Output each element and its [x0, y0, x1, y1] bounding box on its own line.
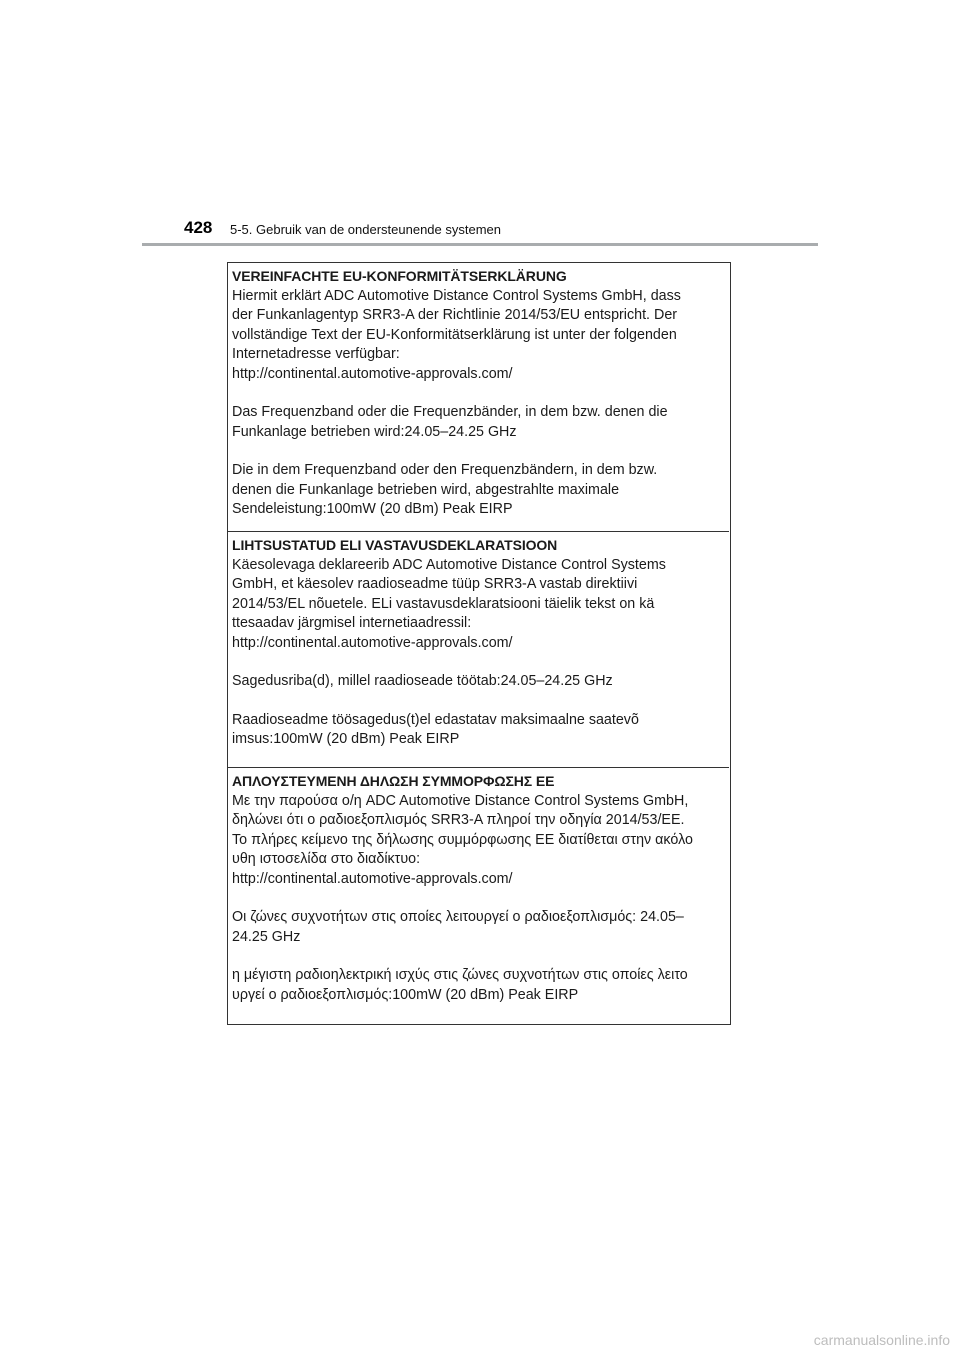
- declaration-paragraph: [232, 556, 725, 654]
- url-text: http://continental.automotive-approvals.com/: [232, 634, 513, 651]
- text-line: Με την παρούσα ο/η ADC Automotive Distance Control Systems GmbH,: [232, 792, 689, 809]
- page-header: [0, 0, 960, 250]
- declaration-heading: VEREINFACHTE EU-KONFORMITÄTSERKLÄRUNG: [232, 268, 567, 284]
- text-line: Internetadresse verfügbar:: [232, 346, 400, 362]
- text-line: δηλώνει ότι ο ραδιοεξοπλισμός SRR3-A πληροί την οδηγία 2014/53/ΕΕ.: [232, 812, 685, 828]
- text-line: Käesolevaga deklareerib ADC Automotive Distance Control Systems: [232, 556, 666, 573]
- text-line: vollständige Text der EU-Konformitätserklärung ist unter der folgenden: [232, 326, 677, 343]
- text-line: υθη ιστοσελίδα στο διαδίκτυο:: [232, 851, 421, 867]
- declaration-block-greek: [228, 767, 729, 1024]
- text-line: 24.25 GHz: [232, 928, 301, 945]
- declaration-paragraph: [232, 711, 725, 750]
- url-text: http://continental.automotive-approvals.com/: [232, 870, 513, 887]
- text-line: Raadioseadme töösagedus(t)el edastatav maksimaalne saatevõ: [232, 711, 639, 728]
- declaration-block-estonian: [228, 531, 729, 769]
- text-line: Das Frequenzband oder die Frequenzbänder, in dem bzw. denen die: [232, 404, 668, 420]
- declaration-frame: [227, 262, 731, 1025]
- declaration-paragraph: [232, 403, 725, 442]
- declaration-paragraph: [232, 966, 725, 1005]
- text-line: Hiermit erklärt ADC Automotive Distance Control Systems GmbH, dass: [232, 287, 681, 304]
- text-line: denen die Funkanlage betrieben wird, abgestrahlte maximale: [232, 481, 620, 498]
- text-line: imsus:100mW (20 dBm) Peak EIRP: [232, 731, 460, 747]
- declaration-paragraph: [232, 287, 725, 385]
- text-line: υργεί ο ραδιοεξοπλισμός:100mW (20 dBm) Peak EIRP: [232, 986, 579, 1003]
- text-line: Die in dem Frequenzband oder den Frequenzbändern, in dem bzw.: [232, 462, 658, 478]
- section-title: 5-5. Gebruik van de ondersteunende systemen: [230, 222, 502, 237]
- text-line: der Funkanlagentyp SRR3-A der Richtlinie 2014/53/EU entspricht. Der: [232, 307, 678, 323]
- text-line: η μέγιστη ραδιοηλεκτρική ισχύς στις ζώνες συχνοτήτων στις οποίες λειτο: [232, 967, 688, 983]
- text-line: Sagedusriba(d), millel raadioseade töötab:24.05–24.25 GHz: [232, 673, 613, 689]
- declaration-paragraph: [232, 461, 725, 520]
- header-divider: [142, 243, 818, 246]
- declaration-heading: ΑΠΛΟΥΣΤΕΥΜΕΝΗ ΔΗΛΩΣΗ ΣΥΜΜΟΡΦΩΣΗΣ ΕΕ: [232, 773, 555, 789]
- text-line: Οι ζώνες συχνοτήτων στις οποίες λειτουργεί ο ραδιοεξοπλισμός: 24.05–: [232, 909, 684, 925]
- text-line: Funkanlage betrieben wird:24.05–24.25 GHz: [232, 423, 517, 440]
- page-number: 428: [184, 218, 213, 237]
- declaration-paragraph: [232, 908, 725, 947]
- text-line: 2014/53/EL nõuetele. ELi vastavusdeklaratsiooni täielik tekst on kä: [232, 595, 655, 612]
- declaration-paragraph: [232, 792, 725, 890]
- declaration-block-german: [228, 263, 729, 539]
- text-line: Sendeleistung:100mW (20 dBm) Peak EIRP: [232, 501, 513, 517]
- declaration-heading: LIHTSUSTATUD ELI VASTAVUSDEKLARATSIOON: [232, 537, 558, 553]
- text-line: GmbH, et käesolev raadioseadme tüüp SRR3-A vastab direktiivi: [232, 576, 638, 592]
- url-text: http://continental.automotive-approvals.com/: [232, 365, 513, 382]
- declaration-paragraph: [232, 672, 725, 692]
- site-watermark: carmanualsonline.info: [813, 1332, 950, 1348]
- text-line: Το πλήρες κείμενο της δήλωσης συμμόρφωσης ΕΕ διατίθεται στην ακόλο: [232, 831, 693, 848]
- text-line: ttesaadav järgmisel internetiaadressil:: [232, 615, 472, 631]
